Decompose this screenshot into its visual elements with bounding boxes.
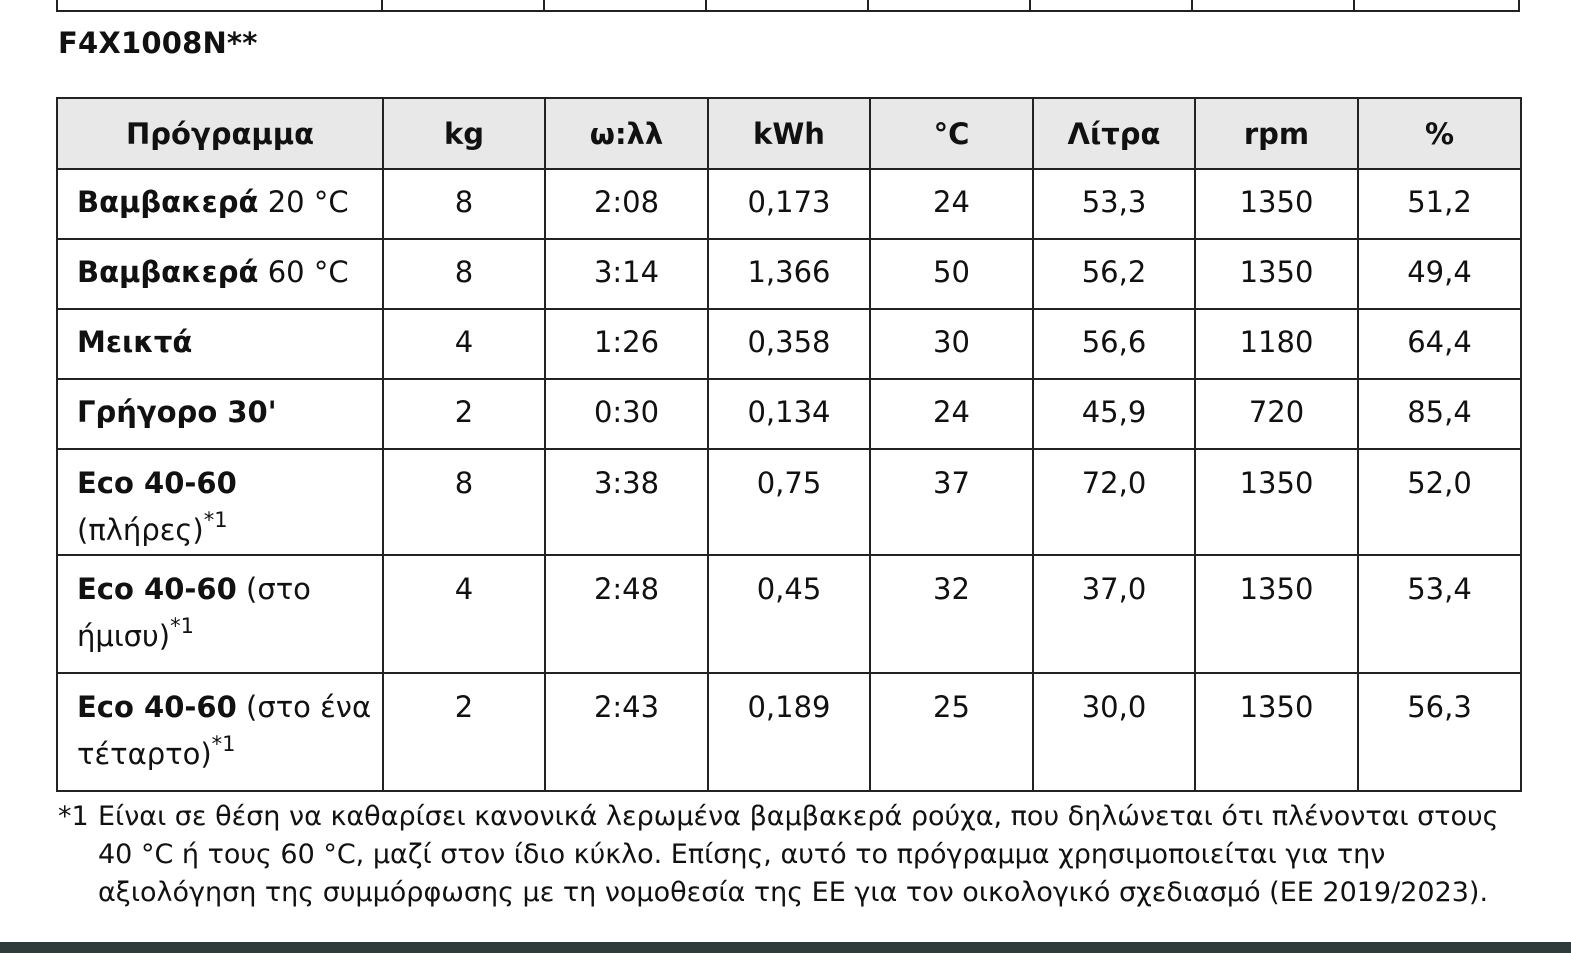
footnote-text: Είναι σε θέση να καθαρίσει κανονικά λερωμένα βαμβακερά ρούχα, που δηλώνεται ότι πλένονται στους 40 °C ή τους 60 °C, μαζί στον ίδιο κύκλο. Επίσης, αυτό το πρόγραμμα χρησιμοποιείται για την αξιολόγηση της συμμόρφωσης με τη νομοθεσία της ΕΕ για τον οικολογικό σχεδιασμό (ΕΕ 2019/2023). — [98, 801, 1499, 908]
header-temperature: °C — [870, 98, 1033, 169]
temperature-cell: 37 — [870, 449, 1033, 555]
program-cell — [57, 449, 383, 555]
header-kwh: kWh — [708, 98, 870, 169]
program-cell — [57, 169, 383, 239]
percent-cell: 64,4 — [1358, 309, 1521, 379]
footnote-ref: *1 — [170, 614, 194, 639]
table-row — [57, 379, 1521, 449]
percent-cell: 52,0 — [1358, 449, 1521, 555]
duration-cell: 3:14 — [545, 239, 708, 309]
duration-cell: 2:08 — [545, 169, 708, 239]
footnote-ref: *1 — [203, 508, 228, 533]
table-row — [57, 309, 1521, 379]
kg-cell: 4 — [383, 555, 545, 673]
table-row — [57, 169, 1521, 239]
rpm-cell: 1180 — [1195, 309, 1358, 379]
litres-cell: 53,3 — [1033, 169, 1195, 239]
table-row — [57, 673, 1521, 791]
kg-cell: 8 — [383, 169, 545, 239]
header-litres: Λίτρα — [1033, 98, 1195, 169]
litres-cell: 45,9 — [1033, 379, 1195, 449]
program-spec-table — [56, 97, 1522, 792]
litres-cell: 56,6 — [1033, 309, 1195, 379]
kg-cell: 4 — [383, 309, 545, 379]
kwh-cell: 0,75 — [708, 449, 870, 555]
litres-cell: 30,0 — [1033, 673, 1195, 791]
program-name: Eco 40-60 — [77, 466, 237, 500]
temperature-cell: 25 — [870, 673, 1033, 791]
previous-table-fragment — [56, 0, 1520, 12]
kwh-cell: 0,173 — [708, 169, 870, 239]
program-detail: 20 °C — [258, 185, 349, 219]
footnote-ref: *1 — [211, 732, 236, 757]
duration-cell: 2:48 — [545, 555, 708, 673]
model-heading: F4X1008N** — [58, 26, 258, 60]
percent-cell: 51,2 — [1358, 169, 1521, 239]
kg-cell: 2 — [383, 379, 545, 449]
header-kg: kg — [383, 98, 545, 169]
temperature-cell: 32 — [870, 555, 1033, 673]
program-cell — [57, 555, 383, 673]
header-program: Πρόγραμμα — [57, 98, 383, 169]
rpm-cell: 1350 — [1195, 555, 1358, 673]
rpm-cell: 1350 — [1195, 449, 1358, 555]
table-row — [57, 555, 1521, 673]
program-name: Μεικτά — [77, 325, 193, 359]
kwh-cell: 1,366 — [708, 239, 870, 309]
rpm-cell: 1350 — [1195, 673, 1358, 791]
kwh-cell: 0,134 — [708, 379, 870, 449]
program-detail: (πλήρες) — [77, 513, 204, 547]
duration-cell: 3:38 — [545, 449, 708, 555]
duration-cell: 0:30 — [545, 379, 708, 449]
footnote — [58, 798, 1528, 912]
kg-cell: 8 — [383, 449, 545, 555]
litres-cell: 56,2 — [1033, 239, 1195, 309]
rpm-cell: 720 — [1195, 379, 1358, 449]
program-name: Βαμβακερά — [77, 255, 259, 289]
program-name: Γρήγορο 30' — [77, 395, 277, 429]
header-rpm: rpm — [1195, 98, 1358, 169]
rpm-cell: 1350 — [1195, 169, 1358, 239]
litres-cell: 37,0 — [1033, 555, 1195, 673]
table-row — [57, 449, 1521, 555]
program-cell — [57, 309, 383, 379]
rpm-cell: 1350 — [1195, 239, 1358, 309]
percent-cell: 53,4 — [1358, 555, 1521, 673]
duration-cell: 1:26 — [545, 309, 708, 379]
program-detail: (στο ένα τέταρτο) — [77, 690, 372, 771]
kwh-cell: 0,189 — [708, 673, 870, 791]
temperature-cell: 24 — [870, 379, 1033, 449]
program-name: Βαμβακερά — [77, 185, 259, 219]
temperature-cell: 24 — [870, 169, 1033, 239]
table-header-row — [57, 98, 1521, 169]
kg-cell: 8 — [383, 239, 545, 309]
litres-cell: 72,0 — [1033, 449, 1195, 555]
bottom-bar — [0, 942, 1571, 953]
temperature-cell: 30 — [870, 309, 1033, 379]
program-name: Eco 40-60 — [77, 690, 237, 724]
table-row — [57, 239, 1521, 309]
program-detail: 60 °C — [258, 255, 349, 289]
header-percent: % — [1358, 98, 1521, 169]
header-duration: ω:λλ — [545, 98, 708, 169]
temperature-cell: 50 — [870, 239, 1033, 309]
footnote-marker: *1 — [58, 801, 89, 832]
program-detail: (στο ήμισυ) — [77, 572, 311, 653]
kwh-cell: 0,358 — [708, 309, 870, 379]
program-name: Eco 40-60 — [77, 572, 237, 606]
percent-cell: 56,3 — [1358, 673, 1521, 791]
duration-cell: 2:43 — [545, 673, 708, 791]
program-cell — [57, 239, 383, 309]
percent-cell: 49,4 — [1358, 239, 1521, 309]
percent-cell: 85,4 — [1358, 379, 1521, 449]
program-cell — [57, 673, 383, 791]
program-cell — [57, 379, 383, 449]
kg-cell: 2 — [383, 673, 545, 791]
kwh-cell: 0,45 — [708, 555, 870, 673]
